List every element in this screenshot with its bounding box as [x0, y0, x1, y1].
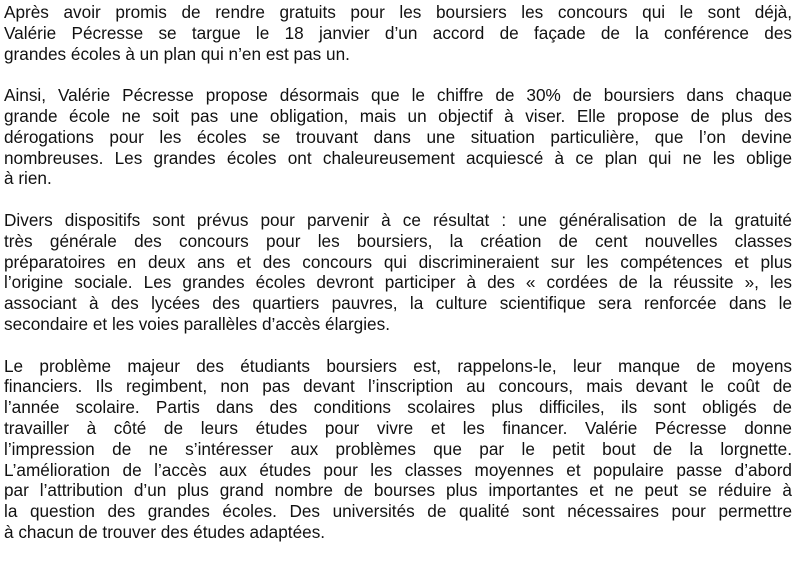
paragraph-gap [4, 189, 792, 210]
paragraph-4 [4, 356, 792, 543]
text-line: Divers dispositifs sont prévus pour parvenir à ce résultat : une généralisation de la gratuité [4, 209, 792, 230]
text-line: travailler à côté de leurs études pour vivre et les financer. Valérie Pécresse donne [4, 417, 792, 438]
text-line: Valérie Pécresse se targue le 18 janvier d’un accord de façade de la conférence des [4, 22, 792, 43]
text-line: l’impression de ne s’intéresser aux problèmes que par le petit bout de la lorgnette. [4, 438, 792, 459]
text-line: Ainsi, Valérie Pécresse propose désormais que le chiffre de 30% de boursiers dans chaque [4, 85, 792, 106]
text-line: très générale des concours pour les boursiers, la création de cent nouvelles classes [4, 230, 792, 251]
paragraph-2 [4, 85, 792, 189]
paragraph-gap [4, 64, 792, 85]
text-line: nombreuses. Les grandes écoles ont chaleureusement acquiescé à ce plan qui ne les oblige [4, 147, 792, 168]
text-line: par l’attribution d’un plus grand nombre de bourses plus importantes et ne peut se réduire à [4, 480, 792, 501]
text-line: Après avoir promis de rendre gratuits pour les boursiers les concours qui le sont déjà, [4, 2, 792, 22]
text-line: grandes écoles à un plan qui n’en est pas un. [4, 43, 350, 64]
text-line: financiers. Ils regimbent, non pas devant l’inscription au concours, mais devant le coût de [4, 376, 792, 397]
text-line: dérogations pour les écoles se trouvant dans une situation particulière, que l’on devine [4, 126, 792, 147]
text-line: la question des grandes écoles. Des universités de qualité sont nécessaires pour permettre [4, 501, 792, 522]
paragraph-3 [4, 210, 792, 335]
text-line: secondaire et les voies parallèles d’accès élargies. [4, 313, 390, 334]
text-line: L’amélioration de l’accès aux études pour les classes moyennes et populaire passe d’abord [4, 459, 792, 480]
text-line: préparatoires en deux ans et des concours qui discrimineraient sur les compétences et plus [4, 251, 792, 272]
text-line: associant à des lycées des quartiers pauvres, la culture scientifique sera renforcée dans le [4, 293, 792, 314]
text-line: à chacun de trouver des études adaptées. [4, 521, 326, 542]
text-line: Le problème majeur des étudiants boursiers est, rappelons-le, leur manque de moyens [4, 355, 792, 376]
paragraph-gap [4, 335, 792, 356]
text-line: l’origine sociale. Les grandes écoles devront participer à des « cordées de la réussite », les [4, 272, 792, 293]
text-line: à rien. [4, 168, 52, 189]
document-body [4, 0, 792, 543]
paragraph-1 [4, 2, 792, 64]
text-line: grande école ne soit pas une obligation, mais un objectif à viser. Elle propose de plus des [4, 105, 792, 126]
text-line: l’année scolaire. Partis dans des conditions scolaires plus difficiles, ils sont obligés de [4, 397, 792, 418]
